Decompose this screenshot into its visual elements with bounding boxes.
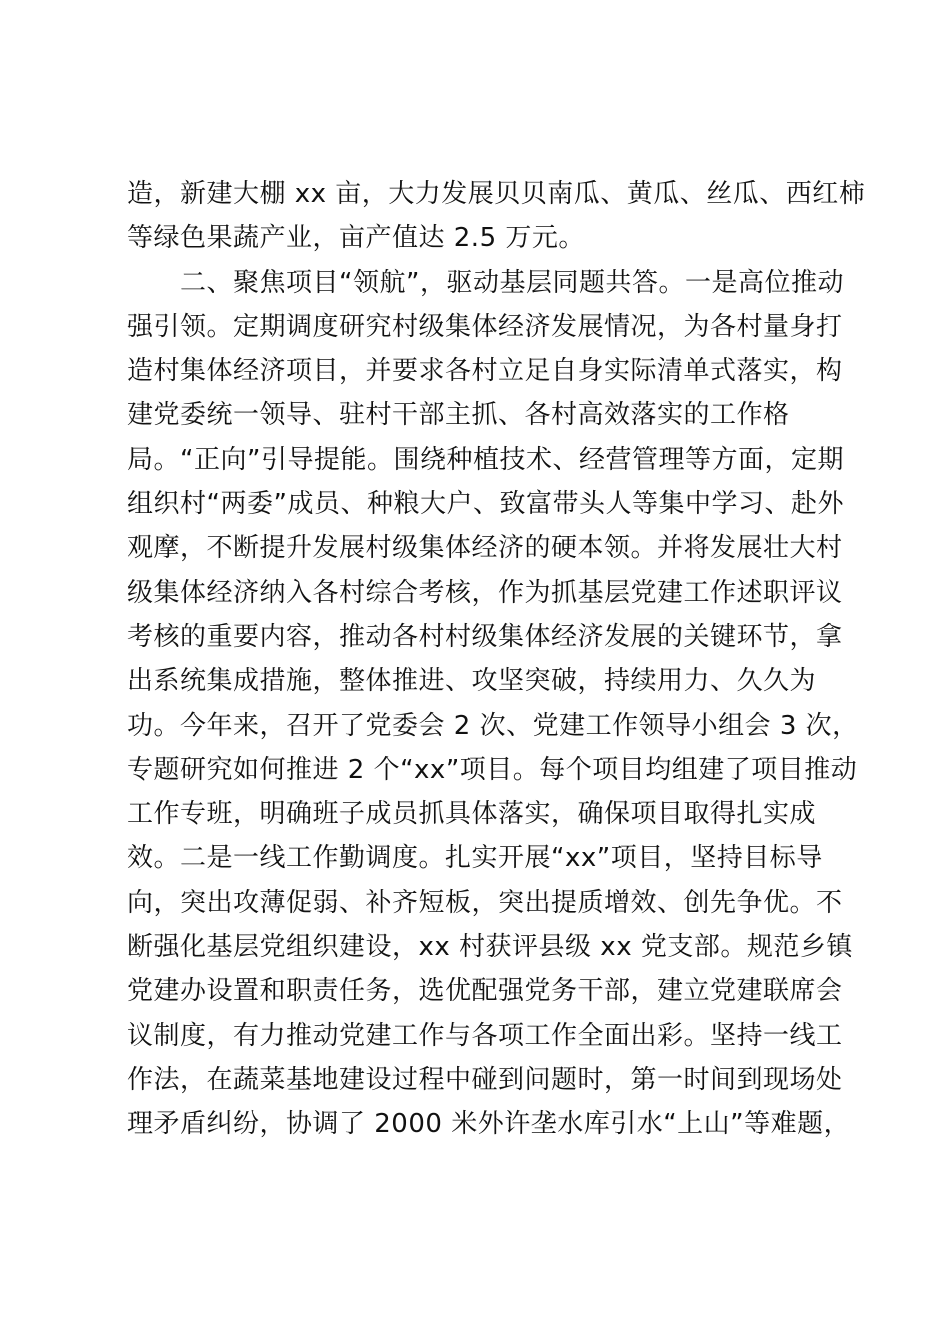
text-line: 级集体经济纳入各村综合考核，作为抓基层党建工作述职评议 bbox=[127, 577, 843, 608]
text-line: 作法，在蔬菜基地建设过程中碰到问题时，第一时间到现场处 bbox=[127, 1064, 843, 1095]
body-text bbox=[127, 172, 866, 1147]
text-line: 造，新建大棚 xx 亩，大力发展贝贝南瓜、黄瓜、丝瓜、西红柿 bbox=[127, 179, 866, 209]
text-line: 二、聚焦项目“领航”，驱动基层同题共答。一是高位推动 bbox=[127, 267, 844, 298]
text-line: 强引领。定期调度研究村级集体经济发展情况，为各村量身打 bbox=[127, 311, 843, 342]
text-line: 专题研究如何推进 2 个“xx”项目。每个项目均组建了项目推动 bbox=[127, 754, 858, 785]
text-line: 等绿色果蔬产业，亩产值达 2.5 万元。 bbox=[127, 223, 585, 254]
text-line: 局。“正向”引导提能。围绕种植技术、经营管理等方面，定期 bbox=[127, 444, 844, 475]
text-line: 工作专班，明确班子成员抓具体落实，确保项目取得扎实成 bbox=[127, 799, 817, 830]
text-line: 考核的重要内容，推动各村村级集体经济发展的关键环节，拿 bbox=[127, 621, 843, 652]
text-line: 党建办设置和职责任务，选优配强党务干部，建立党建联席会 bbox=[127, 976, 843, 1007]
text-line: 建党委统一领导、驻村干部主抓、各村高效落实的工作格 bbox=[127, 400, 790, 431]
text-line: 断强化基层党组织建设，xx 村获评县级 xx 党支部。规范乡镇 bbox=[127, 932, 853, 963]
text-line: 议制度，有力推动党建工作与各项工作全面出彩。坚持一线工 bbox=[127, 1020, 843, 1051]
text-line: 观摩，不断提升发展村级集体经济的硬本领。并将发展壮大村 bbox=[127, 533, 843, 564]
text-line: 出系统集成措施，整体推进、攻坚突破，持续用力、久久为 bbox=[127, 666, 817, 697]
text-line: 组织村“两委”成员、种粮大户、致富带头人等集中学习、赴外 bbox=[127, 489, 844, 520]
text-line: 向，突出攻薄促弱、补齐短板，突出提质增效、创先争优。不 bbox=[127, 887, 843, 918]
text-line: 功。今年来，召开了党委会 2 次、党建工作领导小组会 3 次， bbox=[127, 710, 859, 741]
text-line: 理矛盾纠纷，协调了 2000 米外许垄水库引水“上山”等难题， bbox=[127, 1109, 851, 1140]
text-line: 造村集体经济项目，并要求各村立足自身实际清单式落实，构 bbox=[127, 356, 843, 387]
text-line: 效。二是一线工作勤调度。扎实开展“xx”项目，坚持目标导 bbox=[127, 843, 823, 874]
